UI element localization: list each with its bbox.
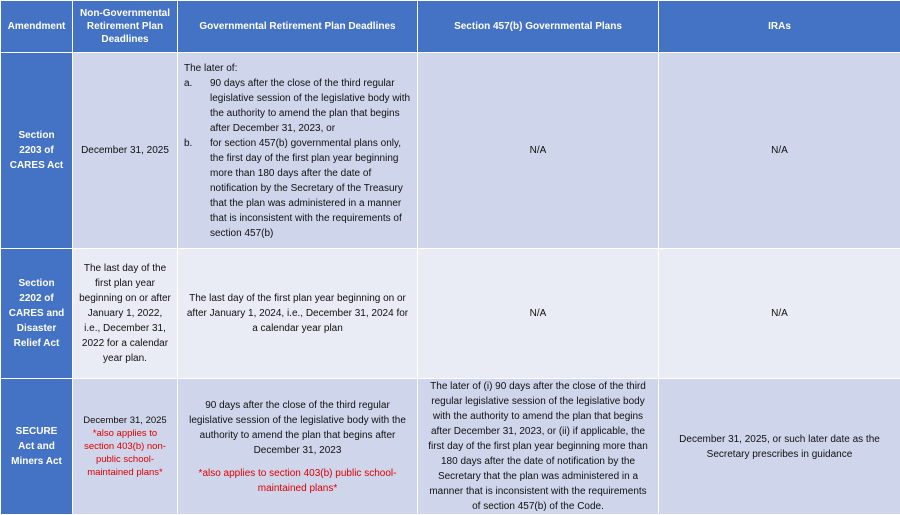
governmental-intro: The later of: <box>184 61 411 76</box>
governmental-cell <box>178 379 418 515</box>
list-item-text: for section 457(b) governmental plans only, the first day of the first plan year beginning more than 180 days after the date of notification by the Secretary of the Treasury that the plan was administered in a manner that is inconsistent with the requirements of section 457(b) <box>210 136 411 241</box>
governmental-list-item <box>184 136 411 241</box>
header-section-457b: Section 457(b) Governmental Plans <box>418 1 659 53</box>
iras-cell: N/A <box>659 53 900 249</box>
list-item-label: a. <box>184 76 210 136</box>
header-governmental: Governmental Retirement Plan Deadlines <box>178 1 418 53</box>
non-governmental-cell <box>73 379 178 515</box>
section-457b-cell: N/A <box>418 249 659 379</box>
iras-cell: December 31, 2025, or such later date as the Secretary prescribes in guidance <box>659 379 900 515</box>
governmental-cell: The last day of the first plan year beginning on or after January 1, 2024, i.e., December 31, 2024 for a calendar year plan <box>178 249 418 379</box>
section-457b-cell: N/A <box>418 53 659 249</box>
non-governmental-cell: The last day of the first plan year beginning on or after January 1, 2022, i.e., December 31, 2022 for a calendar year plan. <box>73 249 178 379</box>
iras-cell: N/A <box>659 249 900 379</box>
row-amendment-cell: SECURE Act and Miners Act <box>1 379 73 515</box>
list-item-text: 90 days after the close of the third regular legislative session of the legislative body with the authority to amend the plan that begins after December 31, 2023, or <box>210 76 411 136</box>
header-iras: IRAs <box>659 1 900 53</box>
list-item-label: b. <box>184 136 210 241</box>
governmental-cell <box>178 53 418 249</box>
non-governmental-cell: December 31, 2025 <box>73 53 178 249</box>
section-457b-cell: The later of (i) 90 days after the close of the third regular legislative session of the legislative body with the authority to amend the plan that begins after December 31, 2023, or (ii) if applicable, the first day of the first plan year beginning more than 180 days after the date of notification by the Secretary that the plan was administered in a manner that is inconsistent with the requirements of section 457(b) of the Code. <box>418 379 659 515</box>
non-governmental-deadline: December 31, 2025 <box>79 414 171 427</box>
table-row <box>1 379 900 515</box>
row-amendment-cell: Section 2202 of CARES and Disaster Relief Act <box>1 249 73 379</box>
table-row <box>1 249 900 379</box>
governmental-list-item <box>184 76 411 136</box>
header-amendment: Amendment <box>1 1 73 53</box>
governmental-deadline: 90 days after the close of the third regular legislative session of the legislative body with the authority to amend the plan that begins after December 31, 2023 <box>184 398 411 458</box>
header-non-governmental: Non-Governmental Retirement Plan Deadlines <box>73 1 178 53</box>
non-governmental-note: *also applies to section 403(b) non-public school-maintained plans* <box>79 427 171 479</box>
governmental-note: *also applies to section 403(b) public school-maintained plans* <box>184 466 411 496</box>
header-row <box>1 1 900 53</box>
row-amendment-cell: Section 2203 of CARES Act <box>1 53 73 249</box>
table-row <box>1 53 900 249</box>
